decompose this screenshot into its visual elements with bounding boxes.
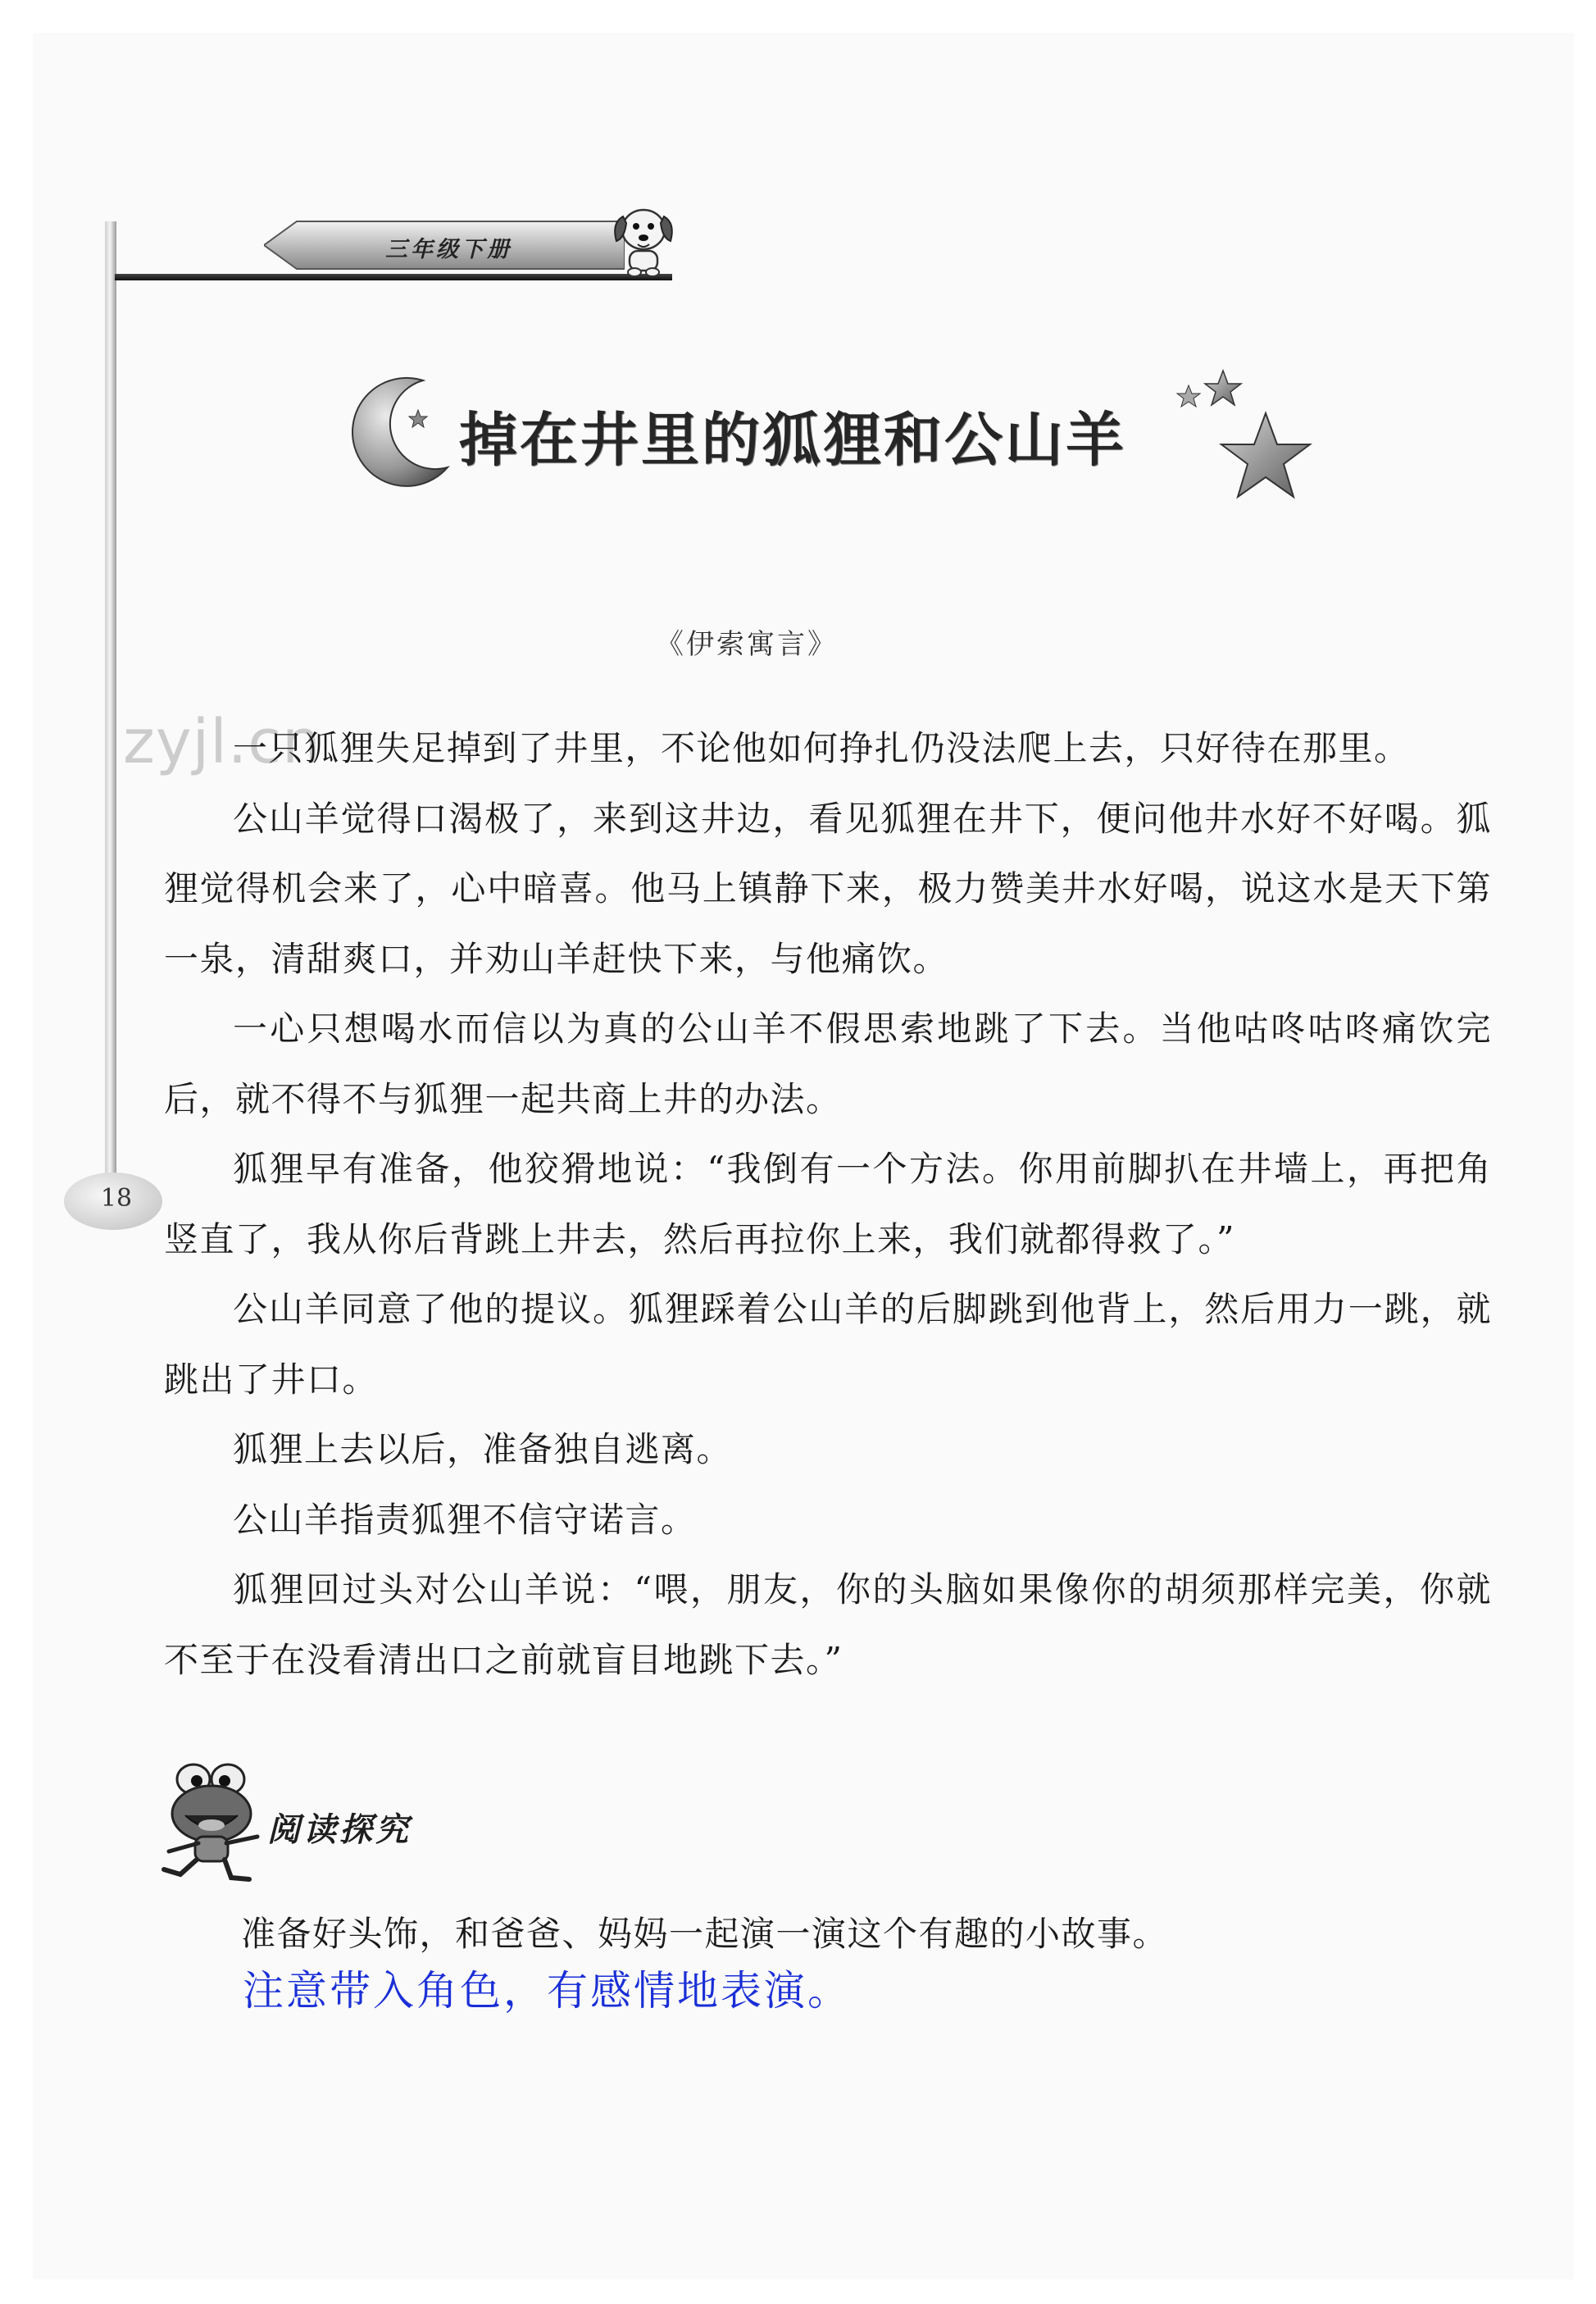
story-paragraph: 一只狐狸失足掉到了井里，不论他如何挣扎仍没法爬上去，只好待在那里。 bbox=[233, 728, 1410, 768]
story-title: 掉在井里的狐狸和公山羊 bbox=[459, 406, 1127, 474]
grade-label: 三年级下册 bbox=[385, 237, 512, 262]
watermark: zyjl.cn bbox=[123, 707, 321, 777]
dog-mascot-icon bbox=[607, 190, 680, 277]
page-number: 18 bbox=[100, 1184, 133, 1213]
story-paragraph: 一心只想喝水而信以为真的公山羊不假思索地跳了下去。当他咕咚咕咚痛饮完后，就不得不与狐狸一起共商上井的办法。 bbox=[164, 1009, 1492, 1119]
story-paragraph: 狐狸早有准备，他狡猾地说：“我倒有一个方法。你用前脚扒在井墙上，再把角竖直了，我从你后背跳上井去，然后再拉你上来，我们就都得救了。” bbox=[164, 1149, 1492, 1259]
story-paragraph: 公山羊同意了他的提议。狐狸踩着公山羊的后脚跳到他背上，然后用力一跳，就跳出了井口。 bbox=[164, 1289, 1492, 1400]
story-paragraph: 狐狸上去以后，准备独自逃离。 bbox=[233, 1429, 733, 1469]
story-paragraph: 公山羊指责狐狸不信守诺言。 bbox=[233, 1499, 697, 1540]
left-margin-bar bbox=[105, 221, 116, 1205]
story-body bbox=[164, 713, 1492, 1695]
header-rule bbox=[115, 274, 672, 280]
frog-mascot-icon bbox=[152, 1755, 275, 1886]
reading-section-heading: 阅读探究 bbox=[267, 1811, 412, 1849]
stars-icon bbox=[1167, 364, 1315, 503]
crescent-moon-icon bbox=[343, 371, 462, 494]
story-paragraph: 狐狸回过头对公山羊说：“喂，朋友，你的头脑如果像你的胡须那样完美，你就不至于在没看清出口之前就盲目地跳下去。” bbox=[164, 1569, 1492, 1680]
reading-question: 准备好头饰，和爸爸、妈妈一起演一演这个有趣的小故事。 bbox=[241, 1914, 1169, 1954]
story-source: 《伊索寓言》 bbox=[656, 628, 838, 661]
story-paragraph: 公山羊觉得口渴极了，来到这井边，看见狐狸在井下，便问他井水好不好喝。狐狸觉得机会来了，心中暗喜。他马上镇静下来，极力赞美井水好喝，说这水是天下第一泉，清甜爽口，并劝山羊赶快下来，与他痛饮。 bbox=[164, 798, 1492, 979]
handwritten-answer: 注意带入角色，有感情地表演。 bbox=[243, 1967, 851, 2015]
